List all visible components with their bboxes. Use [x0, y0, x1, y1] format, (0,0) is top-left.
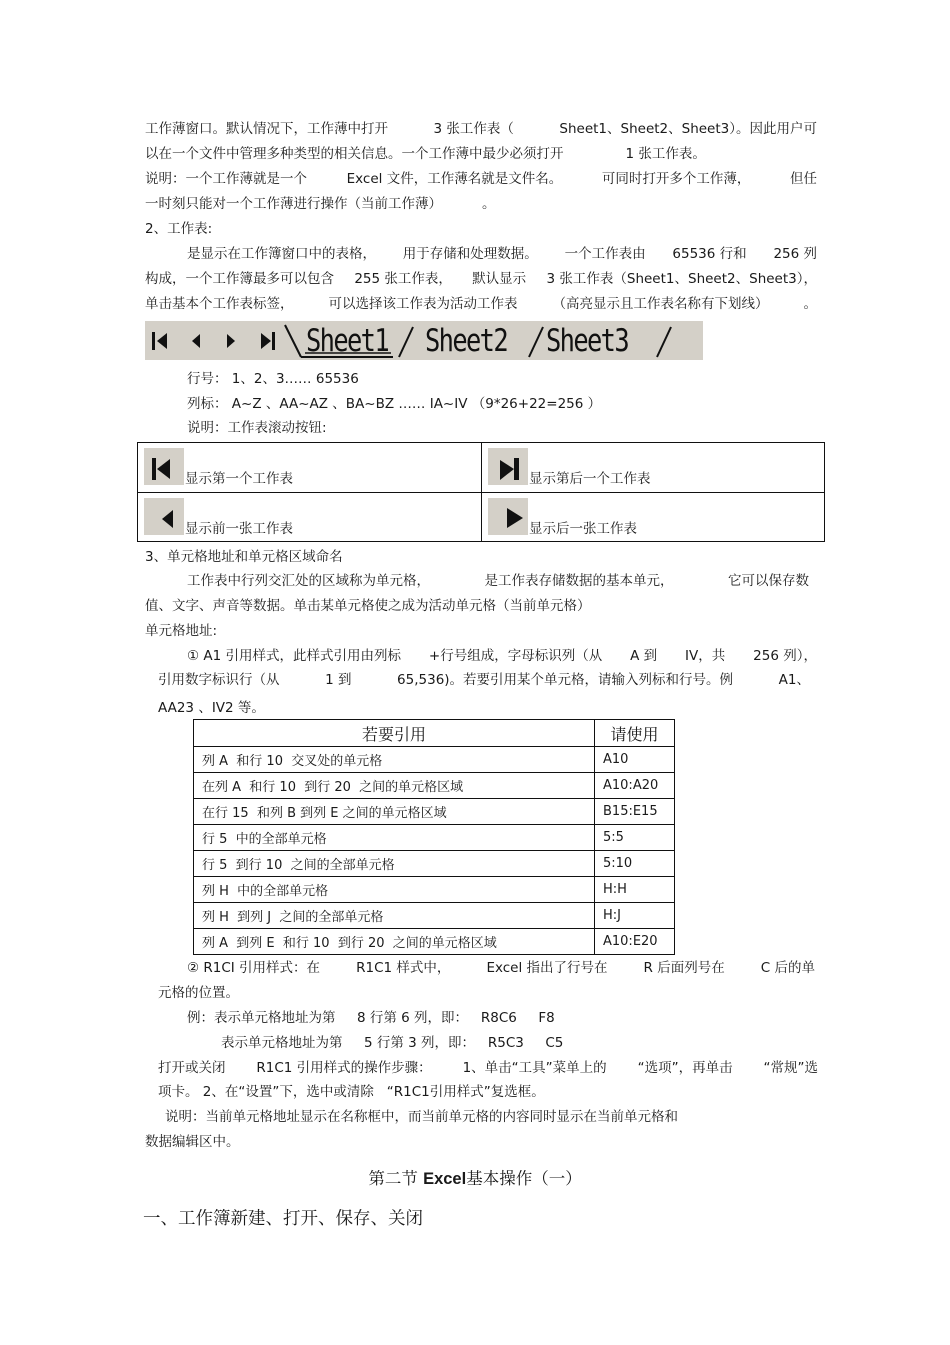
- text: 1 张工作表。: [625, 146, 706, 162]
- reference-value-cell: B15:E15: [595, 799, 675, 825]
- sheet-tab-bar: [145, 321, 703, 360]
- r1c1-toggle-1: [158, 1059, 818, 1077]
- text: C 后的单: [760, 960, 815, 976]
- cell-last-sheet: [482, 443, 825, 492]
- scroll-note: 说明：工作表滚动按钮:: [187, 420, 327, 436]
- text: 打开或关闭: [158, 1060, 226, 1076]
- text: 它可以保存数: [728, 573, 809, 589]
- text: 可同时打开多个工作薄，: [601, 171, 751, 187]
- text: 以在一个文件中管理多种类型的相关信息。一个工作薄中最少必须打开: [145, 146, 564, 162]
- text: IV，共: [685, 648, 726, 664]
- text: 255 张工作表，: [354, 271, 452, 287]
- text: 说明：一个工作薄就是一个: [145, 171, 307, 187]
- text: 256 列: [773, 246, 817, 262]
- intro-line-2: [145, 145, 706, 163]
- text: 一时刻只能对一个工作薄进行操作（当前工作薄）: [145, 196, 442, 212]
- text: ① A1 引用样式，此样式引用由列标: [187, 648, 402, 664]
- reference-value-cell: A10: [595, 747, 675, 773]
- intro-line-3: [145, 170, 817, 188]
- reference-description-cell: 行 5 中的全部单元格: [194, 825, 595, 851]
- text: 第二节: [368, 1169, 424, 1188]
- header-cell: 请使用: [595, 720, 675, 747]
- text: A1、: [778, 672, 810, 688]
- text: Excel 指出了行号在: [486, 960, 608, 976]
- r1c1-example-2: 表示单元格地址为第 5 行第 3 列，即： R5C3 C5: [221, 1035, 564, 1051]
- prev-sheet-icon: [144, 498, 184, 535]
- r1c1-example-1: 例：表示单元格地址为第 8 行第 6 列，即： R8C6 F8: [187, 1010, 555, 1026]
- table-row: [194, 929, 675, 955]
- reference-description-cell: 在行 15 和列 B 到列 E 之间的单元格区域: [194, 799, 595, 825]
- text: Excel: [423, 1170, 467, 1188]
- text: （高亮显示且工作表名称有下划线）: [552, 296, 769, 312]
- text: 是显示在工作簿窗口中的表格，: [187, 246, 376, 262]
- table-row: [194, 851, 675, 877]
- table-row: [194, 877, 675, 903]
- chapter-heading: 一、工作簿新建、打开、保存、关闭: [143, 1209, 423, 1229]
- sec3-line-1: [187, 572, 809, 590]
- table-header-row: [194, 720, 675, 747]
- text: “常规”选: [763, 1060, 818, 1076]
- sec2-line-1: [187, 245, 817, 263]
- text: ② R1CI 引用样式：在: [187, 960, 321, 976]
- first-sheet-icon: [144, 448, 184, 485]
- intro-line-4: [145, 195, 496, 213]
- table-row: [194, 825, 675, 851]
- sec3-line-2: 值、文字、声音等数据。单击某单元格使之成为活动单元格（当前单元格）: [145, 598, 591, 614]
- reference-value-cell: H:J: [595, 903, 675, 929]
- scroll-button-table: [137, 442, 825, 542]
- reference-description-cell: 列 H 到列 J 之间的全部单元格: [194, 903, 595, 929]
- text: R1C1 样式中，: [356, 960, 451, 976]
- column-label: 列标： A~Z 、AA~AZ 、BA~BZ …… IA~IV （9*26+22=256 ）: [187, 396, 602, 412]
- reference-description-cell: 行 5 到行 10 之间的全部单元格: [194, 851, 595, 877]
- text: 工作表中行列交汇处的区域称为单元格，: [187, 573, 430, 589]
- section-3-heading: 3、单元格地址和单元格区域命名: [145, 549, 343, 565]
- table-row: [194, 773, 675, 799]
- a1-line-1: [187, 647, 817, 665]
- next-sheet-icon: [488, 498, 528, 535]
- reference-value-cell: A10:A20: [595, 773, 675, 799]
- text: A 到: [630, 648, 658, 664]
- r1c1-line-1: [187, 959, 815, 977]
- sec2-line-3: [145, 295, 817, 313]
- reference-description-cell: 列 A 和行 10 交叉处的单元格: [194, 747, 595, 773]
- sec2-line-2: [145, 270, 817, 288]
- text: 用于存储和处理数据。: [402, 246, 538, 262]
- text: 基本操作（一）: [466, 1169, 582, 1188]
- text: 。: [803, 296, 817, 312]
- tab-sheet1[interactable]: Sheet1: [306, 323, 388, 359]
- table-row: [194, 903, 675, 929]
- text: 65536 行和: [672, 246, 747, 262]
- text: 单击基本个工作表标签，: [145, 296, 294, 312]
- cell-next-sheet: [482, 493, 825, 542]
- label: 显示后一张工作表: [529, 521, 637, 537]
- last-sheet-icon: [488, 448, 528, 485]
- first-sheet-icon[interactable]: [149, 329, 171, 353]
- text: 3 张工作表（Sheet1、Sheet2、Sheet3），: [546, 271, 817, 287]
- reference-table: [193, 719, 675, 955]
- text: 引用数字标识行（从: [158, 672, 280, 688]
- text: 一个工作表由: [564, 246, 646, 262]
- row-number-label: 行号： 1、2、3…… 65536: [187, 371, 359, 387]
- text: 构成，一个工作簿最多可以包含: [145, 271, 334, 287]
- text: 1 到: [325, 672, 352, 688]
- label: 显示第一个工作表: [185, 471, 293, 487]
- text: 256 列），: [753, 648, 817, 664]
- text: 可以选择该工作表为活动工作表: [328, 296, 518, 312]
- text: 1、单击“工具”菜单上的: [462, 1060, 607, 1076]
- r1c1-line-2: 元格的位置。: [158, 985, 239, 1001]
- r1c1-toggle-2: 项卡。 2、在“设置”下，选中或清除 “R1C1引用样式”复选框。: [158, 1084, 545, 1100]
- reference-description-cell: 列 A 到列 E 和行 10 到行 20 之间的单元格区域: [194, 929, 595, 955]
- reference-value-cell: H:H: [595, 877, 675, 903]
- text: 工作薄窗口。默认情况下，工作薄中打开: [145, 121, 388, 137]
- text: R 后面列号在: [643, 960, 725, 976]
- reference-description-cell: 在列 A 和行 10 到行 20 之间的单元格区域: [194, 773, 595, 799]
- text: 但任: [789, 171, 817, 187]
- note-line-2: 数据编辑区中。: [145, 1134, 240, 1150]
- reference-value-cell: 5:5: [595, 825, 675, 851]
- text: Excel 文件，工作薄名就是文件名。: [346, 171, 563, 187]
- section-2-heading: 2、工作表:: [145, 221, 213, 237]
- reference-description-cell: 列 H 中的全部单元格: [194, 877, 595, 903]
- cell-address-label: 单元格地址:: [145, 623, 218, 639]
- section-title: [0, 1168, 950, 1190]
- reference-value-cell: A10:E20: [595, 929, 675, 955]
- label: 显示前一张工作表: [185, 521, 293, 537]
- cell-prev-sheet: [138, 493, 481, 542]
- tab-sheet3[interactable]: Sheet3: [546, 323, 628, 359]
- last-sheet-icon[interactable]: [258, 329, 280, 353]
- text: 。: [482, 196, 496, 212]
- text: 3 张工作表（: [433, 121, 514, 137]
- next-sheet-icon[interactable]: [223, 329, 239, 353]
- text: Sheet1、Sheet2、Sheet3）。因此用户可: [559, 121, 817, 137]
- table-row: [194, 799, 675, 825]
- text: 65,536)。若要引用某个单元格，请输入列标和行号。例: [397, 672, 734, 688]
- text: +行号组成，字母标识列（从: [428, 648, 603, 664]
- a1-line-2: [158, 671, 810, 689]
- a1-line-3: AA23 、IV2 等。: [158, 700, 265, 716]
- prev-sheet-icon[interactable]: [188, 329, 204, 353]
- text: R1C1 引用样式的操作步骤：: [256, 1060, 432, 1076]
- tab-sheet2[interactable]: Sheet2: [425, 323, 507, 359]
- header-cell: 若要引用: [194, 720, 595, 747]
- text: 是工作表存储数据的基本单元，: [484, 573, 674, 589]
- note-line-1: 说明：当前单元格地址显示在名称框中，而当前单元格的内容同时显示在当前单元格和: [165, 1109, 678, 1125]
- text: 默认显示: [472, 271, 527, 287]
- label: 显示第后一个工作表: [529, 471, 651, 487]
- cell-first-sheet: [138, 443, 481, 492]
- reference-value-cell: 5:10: [595, 851, 675, 877]
- intro-line-1: [145, 120, 817, 138]
- text: “选项”，再单击: [637, 1060, 733, 1076]
- table-row: [194, 747, 675, 773]
